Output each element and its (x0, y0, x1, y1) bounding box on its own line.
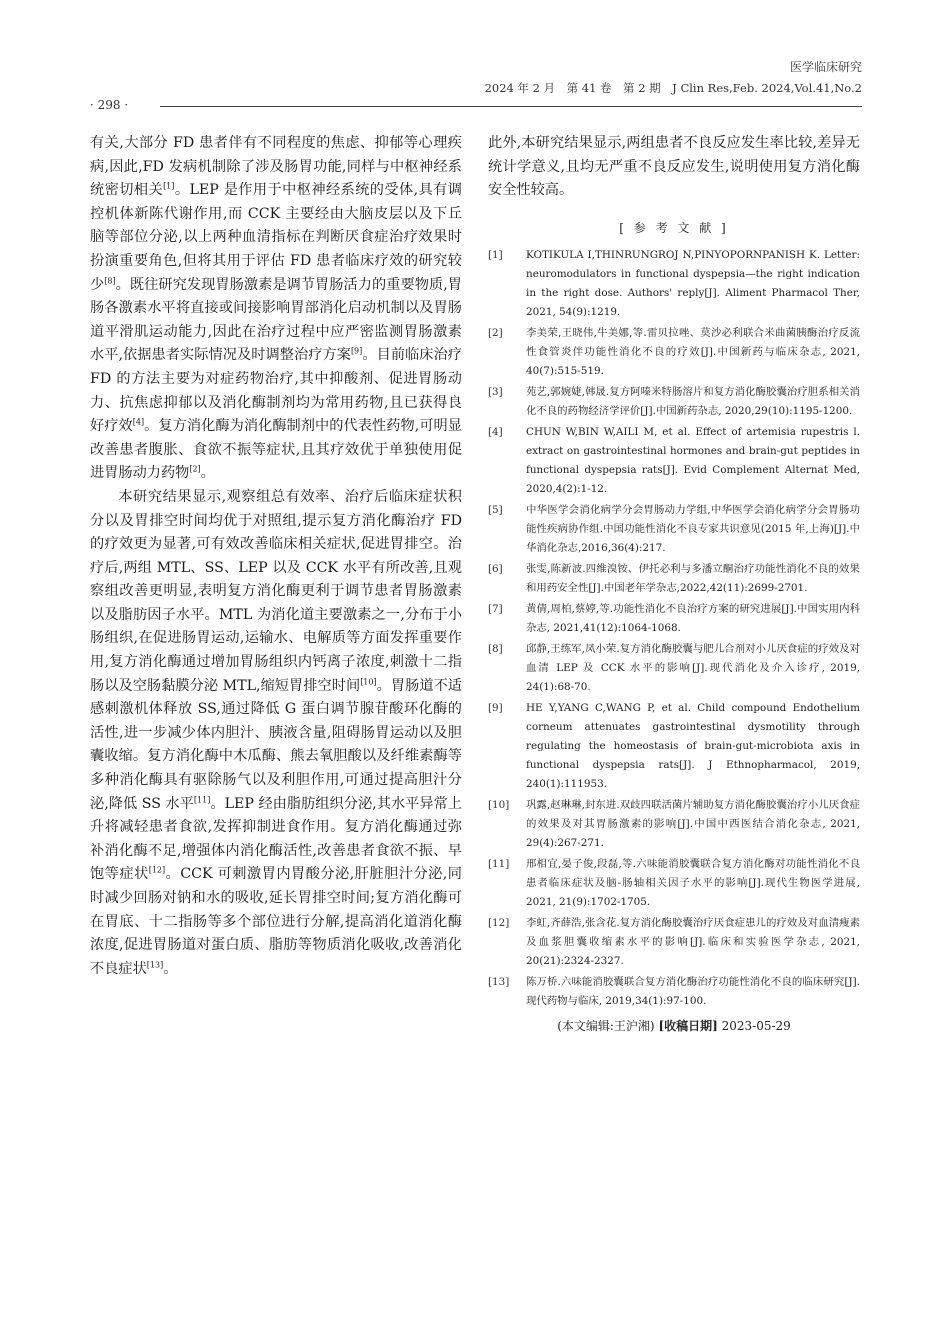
citation[interactable]: [11] (193, 794, 211, 804)
reference-item (488, 855, 860, 912)
reference-number: [13] (488, 975, 510, 988)
reference-text: CHUN W,BIN W,AILI M, et al. Effect of artemisia rupestris l. extract on gastrointestinal hormones and brain-gut peptides in functional dyspepsia rats[J]. Evid Complement Alternat Med, 2020,4(2):1-12. (526, 425, 860, 495)
references-heading: [ 参 考 文 献 ] (619, 220, 729, 235)
reference-text: 巩露,赵琳琳,封东进.双歧四联活菌片辅助复方消化酶胶囊治疗小儿厌食症的效果及对其胃肠激素的影响[J].中国中西医结合消化杂志, 2021, 29(4):267-271. (526, 798, 860, 849)
reference-number: [1] (488, 248, 503, 261)
body-paragraph-1: 有关,大部分 FD 患者伴有不同程度的焦虑、抑郁等心理疾病,因此,FD 发病机制除了涉及肠胃功能,同样与中枢神经系统密切相关[1]。LEP 是作用于中枢神经系统的受体,具有调控机体新陈代谢作用,而 CCK 主要经由大脑皮层以及下丘脑等部位分泌,以上两种血清指标在判断厌食症治疗效果时扮演重要角色,但将其用于评估 FD 患者临床疗效的研究较少[8]。既往研究发现胃肠激素是调节胃肠活力的重要物质,胃肠各激素水平将直接或间接影响胃部消化启动机制以及胃肠道平滑肌运动能力,因此在治疗过程中应严密监测胃肠激素水平,依据患者实际情况及时调整治疗方案[9]。目前临床治疗 FD 的方法主要为对症药物治疗,其中抑酸剂、促进胃肠动力、抗焦虑抑郁以及消化酶制剂均为常用药物,且已获得良好疗效[4]。复方消化酶为消化酶制剂中的代表性药物,可明显改善患者腹胀、食欲不振等症状,且其疗效优于单独使用促进胃肠动力药物[2]。 (90, 135, 462, 482)
reference-list (488, 246, 860, 1011)
reference-item (488, 914, 860, 971)
reference-number: [6] (488, 562, 503, 575)
header-divider (160, 106, 862, 107)
body-paragraph-2: 本研究结果显示,观察组总有效率、治疗后临床症状积分以及胃排空时间均优于对照组,提示复方消化酶治疗 FD 的疗效更为显著,可有效改善临床相关症状,促进胃排空。治疗后,两组 MTL、SS、LEP 以及 CCK 水平有所改善,且观察组改善更明显,表明复方消化酶更利于调节患者胃肠激素以及脂肪因子水平。MTL 为消化道主要激素之一,分布于小肠组织,在促进肠胃运动,运输水、电解质等方面发挥重要作用,复方消化酶通过增加胃肠组织内钙离子浓度,刺激十二指肠以及空肠黏膜分泌 MTL,缩短胃排空时间[10]。胃肠道不适感刺激机体释放 SS,通过降低 G 蛋白调节腺苷酸环化酶的活性,进一步减少体内胆汁、胰液含量,阻碍肠胃运动以及胆囊收缩。复方消化酶中木瓜酶、熊去氧胆酸以及纤维素酶等多种消化酶具有驱除肠气以及利胆作用,可通过提高胆汁分泌,降低 SS 水平[11]。LEP 经由脂肪组织分泌,其水平异常上升将减轻患者食欲,发挥抑制进食作用。复方消化酶通过弥补消化酶不足,增强体内消化酶活性,改善患者食欲不振、早饱等症状[12]。CCK 可刺激胃内胃酸分泌,肝脏胆汁分泌,同时减少回肠对钠和水的吸收,延长胃排空时间;复方消化酶可在胃底、十二指肠等多个部位进行分解,提高消化道消化酶浓度,促进胃肠道对蛋白质、脂肪等物质消化吸收,改善消化不良症状[13]。 (90, 488, 462, 977)
citation[interactable]: [4] (132, 417, 145, 427)
citation[interactable]: [8] (104, 275, 116, 285)
body-paragraph-3: 此外,本研究结果显示,两组患者不良反应发生率比较,差异无统计学意义,且均无严重不良反应发生,说明使用复方消化酶安全性较高。 (488, 135, 860, 199)
citation[interactable]: [13] (146, 960, 164, 970)
reference-number: [5] (488, 503, 503, 516)
received-label: [收稿日期] (658, 1018, 718, 1033)
reference-number: [7] (488, 602, 503, 615)
reference-number: [12] (488, 916, 510, 929)
reference-text: 李美荣,王晓伟,牛美娜,等.雷贝拉唑、莫沙必利联合米曲菌胰酶治疗反流性食管炎伴功能性消化不良的疗效[J].中国新药与临床杂志, 2021, 40(7):515-519. (526, 326, 860, 377)
reference-item (488, 560, 860, 598)
reference-item (488, 501, 860, 558)
reference-item (488, 423, 860, 499)
reference-text: 邱静,王练军,凤小荣.复方消化酶胶囊与肥儿合剂对小儿厌食症的疗效及对血清 LEP 及 CCK 水平的影响[J].现代消化及介入诊疗, 2019, 24(1):68-70. (526, 642, 860, 693)
citation[interactable]: [2] (189, 464, 201, 474)
citation[interactable]: [10] (360, 676, 377, 686)
citation[interactable]: [1] (163, 181, 175, 191)
reference-text: 黄倩,周柏,蔡婷,等.功能性消化不良治疗方案的研究进展[J].中国实用内科杂志, 2021,41(12):1064-1068. (526, 602, 860, 634)
reference-number: [4] (488, 425, 503, 438)
reference-number: [9] (488, 701, 503, 714)
reference-text: 邢相宜,晏子俊,段磊,等.六味能消胶囊联合复方消化酶对功能性消化不良患者临床症状及脑-肠轴相关因子水平的影响[J].现代生物医学进展, 2021, 21(9):1702-1705. (526, 857, 860, 908)
reference-item (488, 383, 860, 421)
reference-item (488, 600, 860, 638)
reference-item (488, 640, 860, 697)
reference-text: 陈万桥.六味能消胶囊联合复方消化酶治疗功能性消化不良的临床研究[J].现代药物与临床, 2019,34(1):97-100. (526, 975, 860, 1007)
reference-item (488, 699, 860, 794)
reference-item (488, 324, 860, 381)
editor-footer (488, 1017, 860, 1034)
received-date: 2023-05-29 (721, 1018, 791, 1033)
reference-text: 中华医学会消化病学分会胃肠动力学组,中华医学会消化病学分会胃肠功能性疾病协作组.中国功能性消化不良专家共识意见(2015 年,上海)[J].中华消化杂志,2016,36(4):217. (526, 503, 860, 554)
reference-text: KOTIKULA I,THINRUNGROJ N,PINYOPORNPANISH K. Letter: neuromodulators in functional dyspepsia—the right indication in the right dose. Authors' reply[J]. Aliment Pharmacol Ther, 2021, 54(9):1219. (526, 248, 860, 318)
reference-item (488, 796, 860, 853)
issue-info: 2024 年 2 月 第 41 卷 第 2 期 J Clin Res,Feb. 2024,Vol.41,No.2 (484, 81, 862, 95)
editor-note: (本文编辑:王沪湘) (557, 1018, 655, 1033)
reference-number: [3] (488, 385, 503, 398)
citation[interactable]: [12] (148, 865, 166, 875)
reference-item (488, 973, 860, 1011)
reference-number: [2] (488, 326, 503, 339)
journal-name: 医学临床研究 (789, 60, 862, 74)
citation[interactable]: [9] (350, 346, 363, 356)
reference-text: HE Y,YANG C,WANG P, et al. Child compound Endothelium corneum attenuates gastrointestinal dysmotility through regulating the homeostasis of brain-gut-microbiota axis in functional dyspepsia rats[J]. J Ethnopharmacol, 2019, 240(1):111953. (526, 701, 860, 790)
reference-text: 苑艺,郭婉婕,韩晟.复方阿嗪米特肠溶片和复方消化酶胶囊治疗胆系相关消化不良的药物经济学评价[J].中国新药杂志, 2020,29(10):1195-1200. (526, 385, 860, 417)
reference-number: [10] (488, 798, 510, 811)
reference-text: 张雯,陈新波.四维溴铵、伊托必利与多潘立酮治疗功能性消化不良的效果和用药安全性[J].中国老年学杂志,2022,42(11):2699-2701. (526, 562, 860, 594)
reference-number: [8] (488, 642, 503, 655)
page-number: · 298 · (90, 98, 129, 112)
reference-item (488, 246, 860, 322)
reference-number: [11] (488, 857, 510, 870)
left-column (90, 132, 462, 981)
reference-text: 李虹,齐薛浩,张含花.复方消化酶胶囊治疗厌食症患儿的疗效及对血清瘦素及血浆胆囊收缩素水平的影响[J].临床和实验医学杂志, 2021, 20(21):2324-2327. (526, 916, 860, 967)
right-column (488, 132, 860, 1034)
